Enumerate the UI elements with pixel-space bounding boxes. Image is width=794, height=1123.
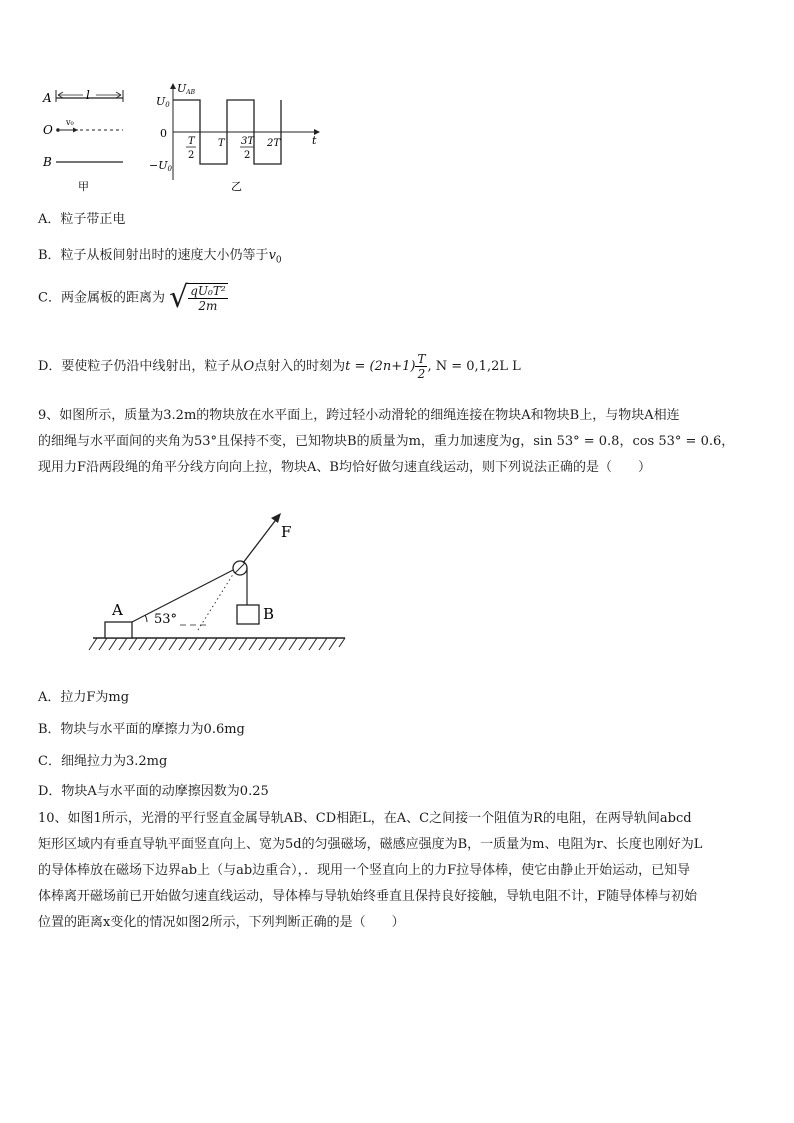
force-arrow [243, 517, 278, 563]
label-U0: U0 [156, 95, 170, 109]
ground-hatch [89, 638, 345, 650]
q9-option-C: C．细绳拉力为3.2mg [38, 754, 168, 769]
q8-option-B: B．粒子从板间射出时的速度大小仍等于$v_0$ [38, 248, 282, 266]
q9-option-B: B．物块与水平面的摩擦力为0.6mg [38, 722, 245, 737]
label-plate-B: B [43, 155, 52, 169]
q9-stem: 9、如图所示，质量为3.2m的物块放在水平面上，跨过轻小动滑轮的细绳连接在物块A和物块B上，与物块A相连 的细绳与水平面间的夹角为53°且保持不变，已知物块B的质量为m，重力加速度为g，sin 53° = 0.8，cos 53° = 0.6， 现用力F沿两段绳的角平分线方向向上拉，物块A、B均恰好做匀速直线运动，则下列说法正确的是（ ） [38, 408, 735, 475]
q9-option-D: D．物块A与水平面的动摩擦因数为0.25 [38, 784, 269, 799]
tick-T-over-2 [186, 136, 196, 161]
rope-A [132, 568, 237, 622]
q9-option-A: A．拉力F为mg [38, 690, 130, 705]
label-v0: v₀ [66, 118, 74, 127]
label-length-l: l [86, 88, 90, 102]
bisector-line [198, 568, 237, 630]
label-plate-A: A [43, 91, 52, 105]
svg-text:3T: 3T [241, 136, 255, 147]
label-neg-U0: −U0 [149, 159, 172, 173]
q8-option-D: D．要使粒子仍沿中线射出，粒子从O点射入的时刻为t = (2n+1) $\frac{T}{2}$ , N = 0,1,2L L [38, 352, 521, 381]
svg-text:T: T [188, 136, 195, 147]
label-O: O [43, 123, 53, 137]
q8-option-A: A．粒子带正电 [38, 212, 126, 227]
label-block-A: A [112, 601, 123, 619]
label-block-B: B [263, 605, 275, 623]
label-UAB: UAB [177, 82, 196, 96]
tick-3T-over-2 [240, 136, 255, 161]
figure-jia [42, 88, 123, 193]
q8-option-C: C．两金属板的距离为 √ $\frac{\text{qU₀T²}}{2m}$ [38, 280, 226, 315]
q10-stem: 10、如图1所示，光滑的平行竖直金属导轨AB、CD相距L，在A、C之间接一个阻值为R的电阻，在两导轨间abcd 矩形区域内有垂直导轨平面竖直向上、宽为5d的匀强磁场，磁感应强度为B，一质量为m、电阻为r、长度也刚好为L 的导体棒放在磁场下边界ab上（与ab边重合），．现用一个竖直向上的力F拉导体棒，使它由静止开始运动，已知导 体棒离开磁场前已开始做匀速直线运动，导体棒与导轨始终垂直且保持良好接触，导轨电阻不计，F随导体棒与初始 位置的距离x变化的情况如图2所示，下列判断正确的是（ ） [38, 811, 703, 930]
block-A [105, 622, 132, 638]
block-B [237, 605, 259, 624]
tick-2T: 2T [267, 138, 281, 149]
figure-yi [149, 82, 320, 193]
label-zero: 0 [160, 127, 167, 140]
caption-jia: 甲 [78, 180, 89, 193]
q9-figure [85, 505, 355, 660]
caption-yi: 乙 [231, 180, 242, 193]
figure-jia-yi [38, 80, 338, 195]
label-angle: 53° [154, 612, 178, 627]
label-t: t [312, 134, 317, 147]
label-force-F: F [281, 523, 292, 541]
svg-text:2: 2 [188, 150, 195, 161]
svg-text:2: 2 [244, 150, 251, 161]
tick-T: T [218, 138, 225, 149]
